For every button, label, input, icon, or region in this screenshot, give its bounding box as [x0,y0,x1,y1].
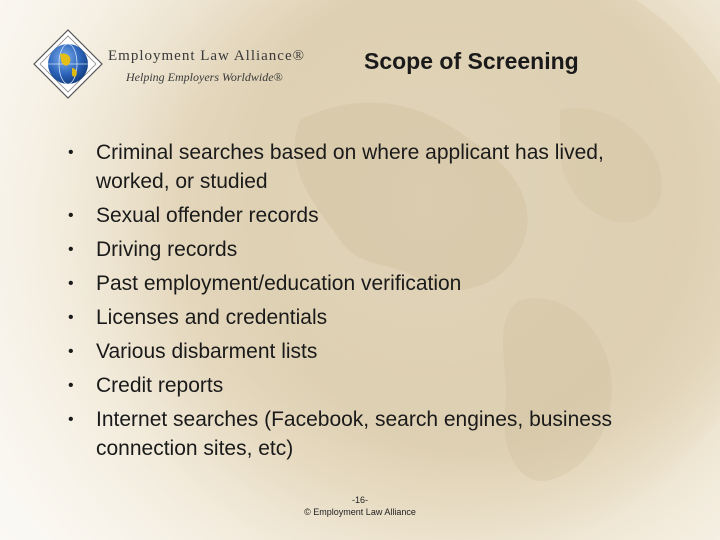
logo-name: Employment Law Alliance® [108,48,306,64]
list-item [62,371,662,400]
footer [0,494,720,518]
bullet-text: Past employment/education verification [96,272,462,295]
list-item [62,201,662,230]
bullet-text: Sexual offender records [96,204,319,227]
bullet-text: Credit reports [96,374,224,397]
list-item [62,405,662,463]
page-number: -16- [351,495,368,505]
bullet-text: Driving records [96,238,238,261]
bullet-text: Various disbarment lists [96,340,318,363]
bullet-list [62,138,662,468]
list-item [62,269,662,298]
bullet-icon: • [68,241,74,258]
list-item [62,303,662,332]
bullet-text: Licenses and credentials [96,306,328,329]
bullet-icon: • [68,309,74,326]
slide-title: Scope of Screening [364,48,579,74]
list-item [62,235,662,264]
bullet-icon: • [68,343,74,360]
bullet-icon: • [68,275,74,292]
bullet-text: Internet searches (Facebook, search engines, business connection sites, etc) [96,408,612,460]
logo [28,26,328,102]
list-item [62,337,662,366]
bullet-icon: • [68,144,74,161]
bullet-text: Criminal searches based on where applicant has lived, worked, or studied [96,141,604,193]
logo-tagline: Helping Employers Worldwide® [126,70,283,84]
bullet-icon: • [68,411,74,428]
logo-globe-icon [28,26,108,102]
copyright-text: © Employment Law Alliance [304,507,416,517]
bullet-icon: • [68,207,74,224]
list-item [62,138,662,196]
bullet-icon: • [68,377,74,394]
